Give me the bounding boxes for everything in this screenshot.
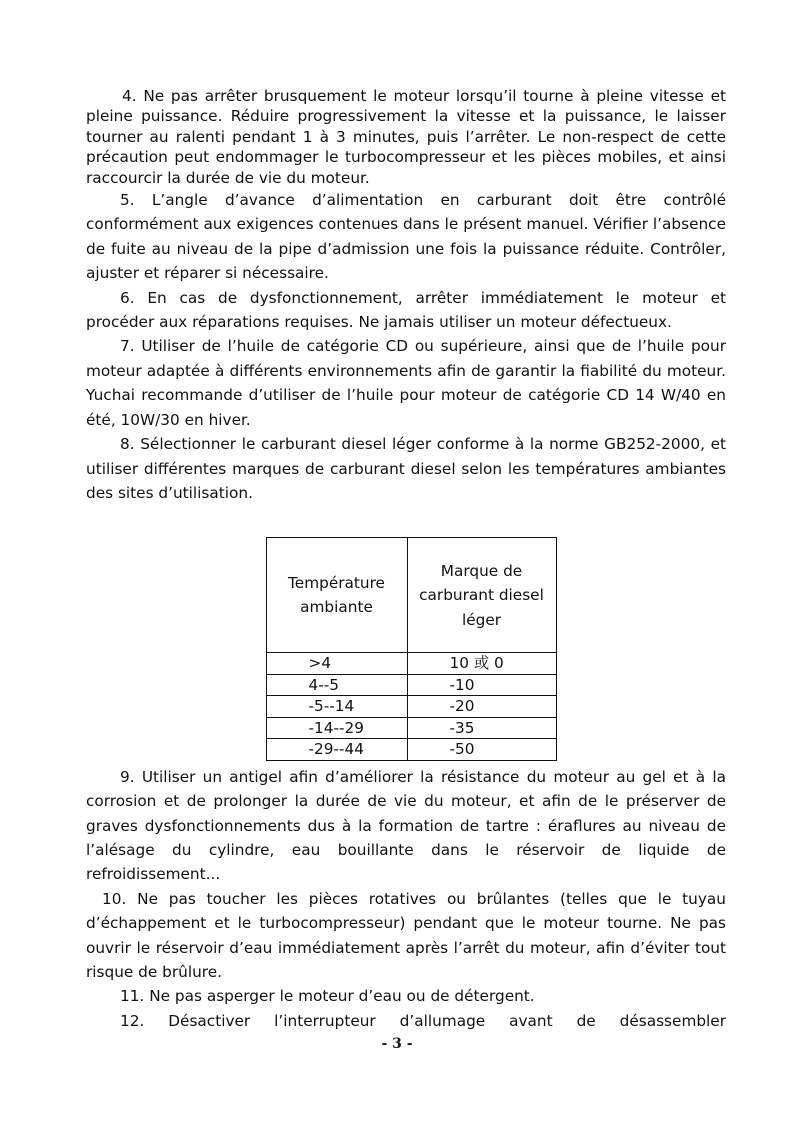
table-row <box>266 739 556 761</box>
cell-fuel-grade: -10 <box>407 674 556 696</box>
table-row <box>266 696 556 718</box>
cell-temperature: >4 <box>266 653 407 675</box>
cell-temperature: -29--44 <box>266 739 407 761</box>
cell-temperature: -5--14 <box>266 696 407 718</box>
paragraph-9: 9. Utiliser un antigel afin d’améliorer la résistance du moteur au gel et à la corrosion et de prolonger la durée de vie du moteur, et afin de le préserver de graves dysfonctionnements dus à la formation de tartre : éraflures au niveau de l’alésage du cylindre, eau bouillante dans le réservoir de liquide de refroidissement... <box>86 767 726 884</box>
paragraph-6: 6. En cas de dysfonctionnement, arrêter immédiatement le moteur et procéder aux réparations requises. Ne jamais utiliser un moteur défectueux. <box>86 288 726 332</box>
paragraph-11: 11. Ne pas asperger le moteur d’eau ou de détergent. <box>120 987 535 1006</box>
header-fuel-grade: Marque de carburant diesel léger <box>407 538 556 653</box>
table-row <box>266 653 556 675</box>
table-row <box>266 674 556 696</box>
paragraph-10: 10. Ne pas toucher les pièces rotatives ou brûlantes (telles que le tuyau d’échappement et le turbocompresseur) pendant que le moteur tourne. Ne pas ouvrir le réservoir d’eau immédiatement après l’arrêt du moteur, afin d’éviter tout risque de brûlure. <box>86 889 726 982</box>
header-temperature: Température ambiante <box>266 538 407 653</box>
cell-temperature: 4--5 <box>266 674 407 696</box>
page-number: - 3 - <box>381 1036 413 1052</box>
cell-fuel-grade: -20 <box>407 696 556 718</box>
cell-fuel-grade: -35 <box>407 717 556 739</box>
table-header-row <box>266 538 556 653</box>
paragraph-5: 5. L’angle d’avance d’alimentation en carburant doit être contrôlé conformément aux exigences contenues dans le présent manuel. Vérifier l’absence de fuite au niveau de la pipe d’admission une fois la puissance réduite. Contrôler, ajuster et réparer si nécessaire. <box>86 191 726 283</box>
fuel-grade-table <box>266 537 557 761</box>
paragraph-4: 4. Ne pas arrêter brusquement le moteur lorsqu’il tourne à pleine vitesse et pleine puissance. Réduire progressivement la vitesse et la puissance, le laisser tourner au ralenti pendant 1 à 3 minutes, puis l’arrêter. Le non-respect de cette précaution peut endommager le turbocompresseur et les pièces mobiles, et ainsi raccourcir la durée de vie du moteur. <box>86 87 726 187</box>
page-body <box>86 86 726 1033</box>
paragraph-8: 8. Sélectionner le carburant diesel léger conforme à la norme GB252-2000, et utiliser différentes marques de carburant diesel selon les températures ambiantes des sites d’utilisation. <box>86 435 726 502</box>
cell-fuel-grade: 10 或 0 <box>407 653 556 675</box>
table-row <box>266 717 556 739</box>
fuel-table-container <box>86 537 726 761</box>
cell-temperature: -14--29 <box>266 717 407 739</box>
paragraph-12: 12. Désactiver l’interrupteur d’allumage avant de désassembler <box>120 1011 726 1030</box>
cell-fuel-grade: -50 <box>407 739 556 761</box>
paragraph-7: 7. Utiliser de l’huile de catégorie CD ou supérieure, ainsi que de l’huile pour moteur adaptée à différents environnements afin de garantir la fiabilité du moteur. Yuchai recommande d’utiliser de l’huile pour moteur de catégorie CD 14 W/40 en été, 10W/30 en hiver. <box>86 337 726 429</box>
